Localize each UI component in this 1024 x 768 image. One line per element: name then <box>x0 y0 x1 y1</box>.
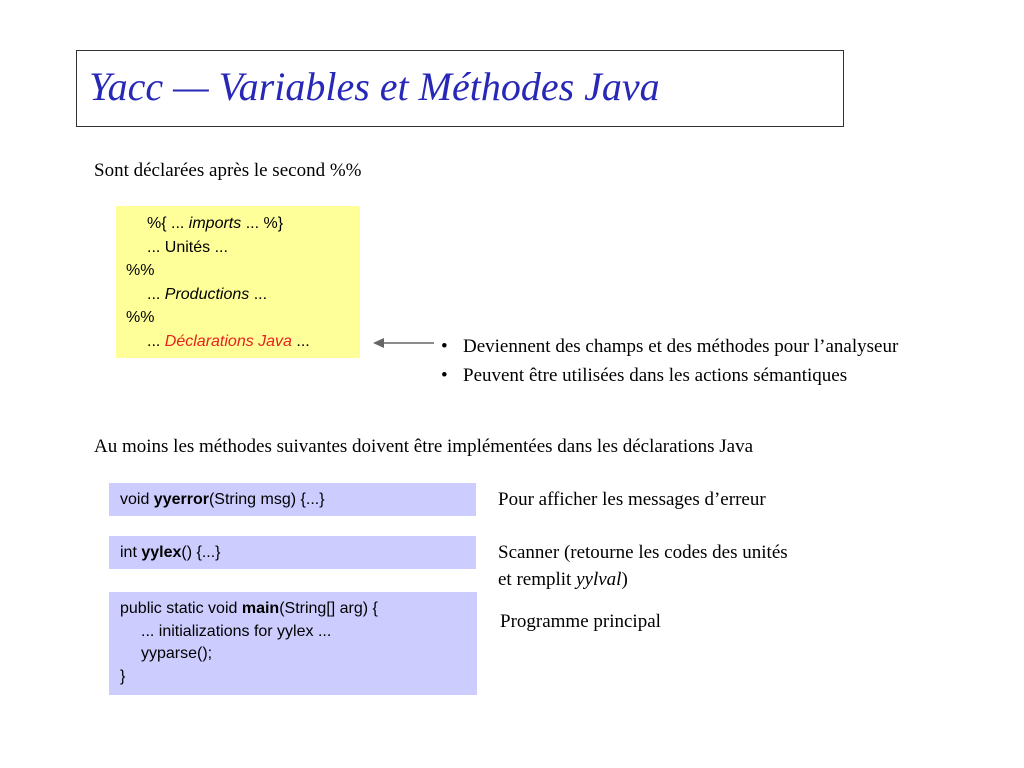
grammar-line-imports: %{ ... imports ... %} <box>147 215 284 232</box>
bullet-list <box>441 332 898 390</box>
grammar-box <box>116 206 360 358</box>
arrow-left-icon <box>372 336 436 350</box>
title-box <box>76 50 844 127</box>
bullet-item: • Deviennent des champs et des méthodes pour l’analyseur <box>441 336 899 357</box>
grammar-line-separator: %% <box>126 309 155 326</box>
grammar-line-separator: %% <box>126 262 155 279</box>
grammar-line-units: ... Unités ... <box>147 238 228 256</box>
description-main: Programme principal <box>500 611 661 632</box>
grammar-line-java-declarations: ... Déclarations Java ... <box>147 332 310 350</box>
method-box-yyerror: void yyerror(String msg) {...} <box>109 483 476 516</box>
bullet-item: • Peuvent être utilisées dans les actions sémantiques <box>441 365 848 386</box>
grammar-line-productions: ... Productions ... <box>147 285 268 303</box>
intro-text: Sont déclarées après le second %% <box>94 160 362 181</box>
section-text: Au moins les méthodes suivantes doivent être implémentées dans les déclarations Java <box>94 436 754 457</box>
slide-title: Yacc — Variables et Méthodes Java <box>89 64 660 109</box>
description-yyerror: Pour afficher les messages d’erreur <box>498 489 766 510</box>
method-box-yylex: int yylex() {...} <box>109 536 476 569</box>
method-box-main: public static void main(String[] arg) { ... initializations for yylex ... yyparse(); } <box>109 592 477 695</box>
description-yylex: Scanner (retourne les codes des unités et remplit yylval) <box>498 542 788 590</box>
